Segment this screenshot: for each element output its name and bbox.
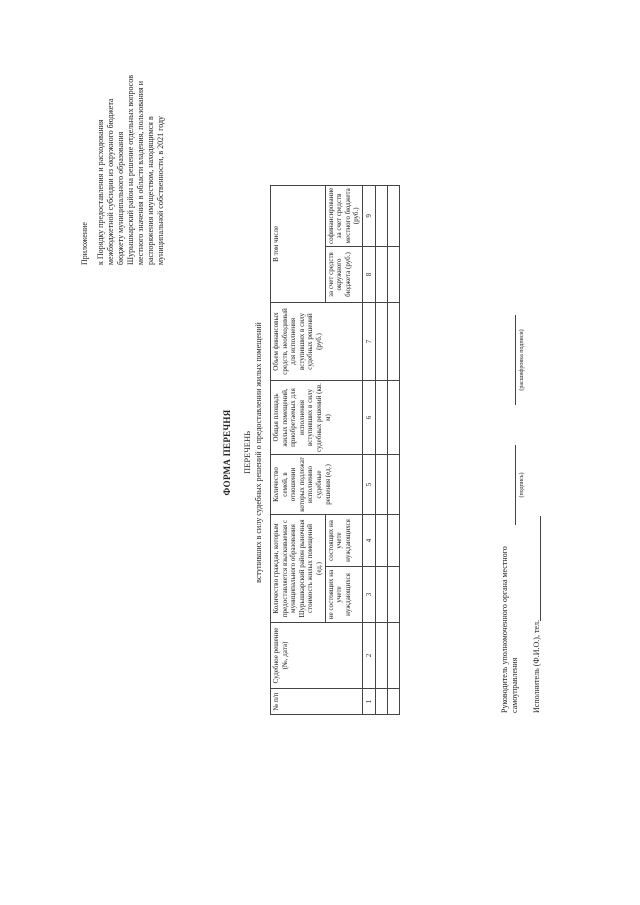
- header-including: В том числе: [271, 185, 326, 302]
- signature-caption: (подпись): [519, 472, 525, 498]
- header-area: Общая площадь жилых помещений, приобретаемых для исполнения вступивших в силу судебных решений (кв. м): [271, 381, 363, 455]
- col-number: 6: [362, 381, 375, 455]
- header-funds: Объем финансовых средств, необходимый для исполнения вступивших в силу судебных решений (руб.): [271, 303, 363, 381]
- col-number: 5: [362, 455, 375, 515]
- col-number: 7: [362, 303, 375, 381]
- col-number: 9: [362, 185, 375, 246]
- header-decision: Судебное решение (№, дата): [271, 623, 363, 689]
- header-local: софинансирование за счет средств местного бюджета (руб.): [325, 185, 362, 246]
- header-families: Количество семей, в отношении которых подлежат исполнению судебные решения (ед.): [271, 455, 363, 515]
- header-registered: состоящих на учете нуждающихся: [325, 515, 362, 567]
- signature-line: [515, 445, 516, 525]
- header-citizens: Количество граждан, которым предоставляется взыскиваемая с муниципального образования Шурышкарский район рыночная стоимость жилых помещений (ед.): [271, 515, 326, 623]
- executor-label: Исполнитель (Ф.И.О.), тел.: [532, 620, 541, 713]
- appendix-block: [80, 75, 166, 265]
- col-number: 4: [362, 515, 375, 567]
- court-decisions-table: [270, 185, 400, 715]
- decode-line: [515, 315, 516, 405]
- signature-head-label: Руководитель уполномоченного органа местного самоуправления: [500, 546, 519, 713]
- list-subtitle: вступивших в силу судебных решений о предоставлении жилых помещений: [254, 322, 263, 583]
- header-district: за счет средств окружного бюджета (руб.): [325, 247, 362, 303]
- table-row: [387, 185, 399, 714]
- column-number-row: [362, 185, 375, 714]
- header-num: № п/п: [271, 689, 363, 715]
- col-number: 8: [362, 247, 375, 303]
- header-not-registered: не состоящих на учете нуждающихся: [325, 567, 362, 623]
- executor-line: [540, 516, 541, 621]
- appendix-heading: Приложение: [80, 222, 89, 265]
- col-number: 1: [362, 689, 375, 715]
- col-number: 3: [362, 567, 375, 623]
- form-title: ФОРМА ПЕРЕЧНЯ: [222, 409, 232, 496]
- table-header-row: [271, 185, 326, 714]
- list-title: ПЕРЕЧЕНЬ: [242, 431, 252, 474]
- appendix-text: к Порядку предоставления и расходования межбюджетной субсидии из окружного бюджета бюджету муниципального образования Шурышкарский район на решение отдельных вопросов местного значения в области владения, пользования и распоряжения имуществом, находящимся в муниципальной собственности, в 2021 году: [96, 75, 165, 265]
- table-row: [375, 185, 387, 714]
- col-number: 2: [362, 623, 375, 689]
- decode-caption: (расшифровка подписи): [519, 329, 525, 391]
